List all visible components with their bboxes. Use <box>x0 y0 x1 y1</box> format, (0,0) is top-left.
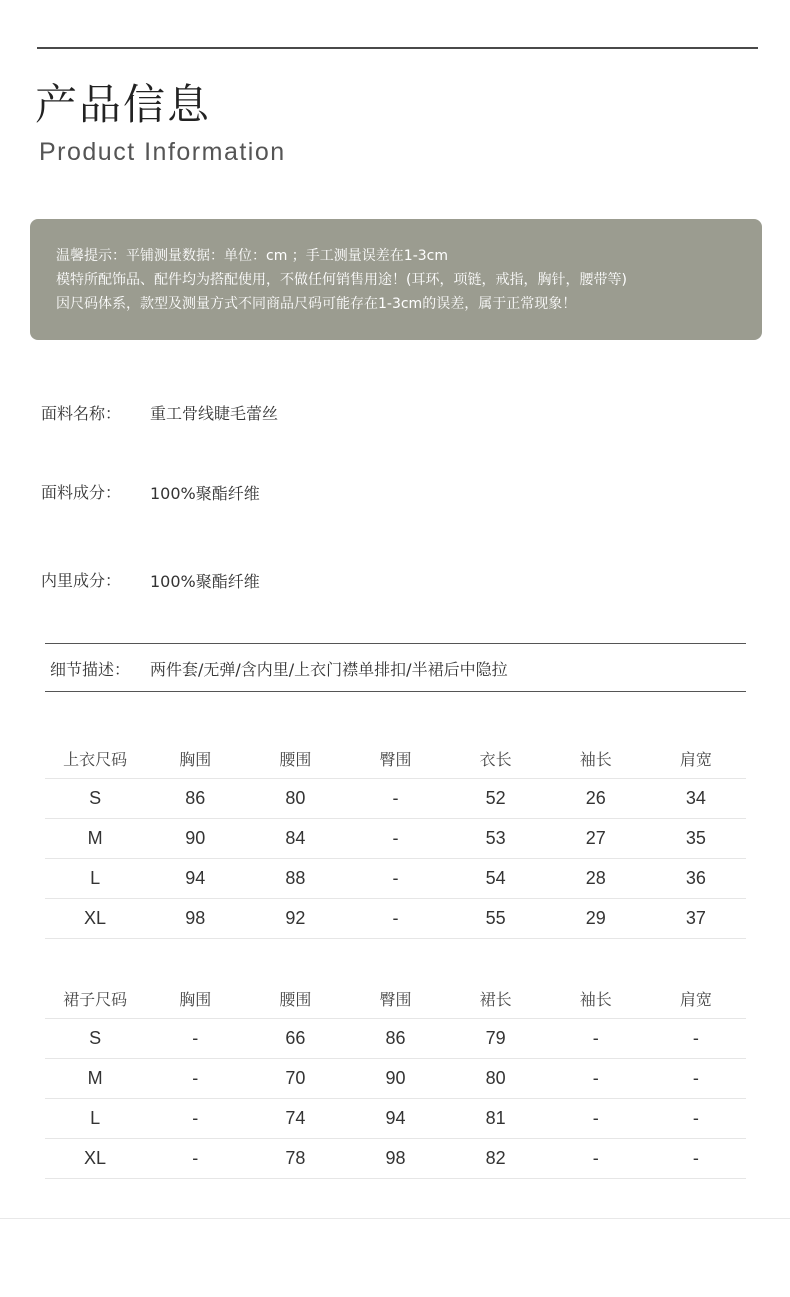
page-title: 产品信息 <box>35 80 212 129</box>
table-header-row <box>45 739 746 779</box>
fabric-composition-value: 100%聚酯纤维 <box>150 484 260 503</box>
details-bottom-divider <box>45 691 746 692</box>
header-shoulder: 肩宽 <box>646 979 746 1019</box>
table-cell: 92 <box>245 899 345 939</box>
table-cell: 36 <box>646 859 746 899</box>
skirt-size-table <box>45 979 746 1179</box>
table-cell: S <box>45 1019 145 1059</box>
table-cell: 98 <box>345 1139 445 1179</box>
header-length: 裙长 <box>446 979 546 1019</box>
table-cell: M <box>45 819 145 859</box>
table-cell: 98 <box>145 899 245 939</box>
table-cell: 70 <box>245 1059 345 1099</box>
table-cell: 52 <box>446 779 546 819</box>
table-cell: - <box>546 1059 646 1099</box>
header-waist: 腰围 <box>245 979 345 1019</box>
table-cell: XL <box>45 899 145 939</box>
details-value: 两件套/无弹/含内里/上衣门襟单排扣/半裙后中隐拉 <box>150 660 508 679</box>
header-chest: 胸围 <box>145 979 245 1019</box>
table-cell: - <box>546 1139 646 1179</box>
table-row <box>45 1139 746 1179</box>
table-cell: 86 <box>345 1019 445 1059</box>
table-cell: - <box>646 1099 746 1139</box>
table-cell: - <box>345 859 445 899</box>
table-cell: 34 <box>646 779 746 819</box>
table-cell: - <box>546 1019 646 1059</box>
table-cell: M <box>45 1059 145 1099</box>
notice-line-measurement: 温馨提示：平铺测量数据：单位：cm ；手工测量误差在1-3cm <box>56 248 448 264</box>
table-cell: - <box>646 1059 746 1099</box>
table-cell: 53 <box>446 819 546 859</box>
header-size: 上衣尺码 <box>45 739 145 779</box>
table-cell: 26 <box>546 779 646 819</box>
table-cell: - <box>546 1099 646 1139</box>
table-cell: - <box>646 1019 746 1059</box>
header-sleeve: 袖长 <box>546 979 646 1019</box>
lining-composition-label: 内里成分： <box>41 571 122 590</box>
header-sleeve: 袖长 <box>546 739 646 779</box>
table-cell: - <box>646 1139 746 1179</box>
fabric-composition-label: 面料成分： <box>41 483 122 502</box>
table-cell: XL <box>45 1139 145 1179</box>
table-cell: - <box>145 1019 245 1059</box>
page-subtitle: Product Information <box>39 138 286 166</box>
details-top-divider <box>45 643 746 644</box>
table-cell: 84 <box>245 819 345 859</box>
table-cell: - <box>145 1059 245 1099</box>
table-cell: L <box>45 859 145 899</box>
table-cell: 79 <box>446 1019 546 1059</box>
header-hip: 臀围 <box>345 979 445 1019</box>
table-cell: - <box>345 899 445 939</box>
table-cell: - <box>345 779 445 819</box>
header-hip: 臀围 <box>345 739 445 779</box>
bottom-divider <box>0 1218 790 1219</box>
table-cell: - <box>145 1099 245 1139</box>
table-cell: S <box>45 779 145 819</box>
table-row <box>45 1019 746 1059</box>
table-cell: 28 <box>546 859 646 899</box>
table-header-row <box>45 979 746 1019</box>
table-cell: 54 <box>446 859 546 899</box>
table-cell: 80 <box>245 779 345 819</box>
notice-line-size-error: 因尺码体系，款型及测量方式不同商品尺码可能存在1-3cm的误差，属于正常现象！ <box>56 296 577 312</box>
table-cell: 27 <box>546 819 646 859</box>
header-size: 裙子尺码 <box>45 979 145 1019</box>
table-cell: 90 <box>345 1059 445 1099</box>
table-cell: L <box>45 1099 145 1139</box>
top-size-table <box>45 739 746 939</box>
table-cell: - <box>345 819 445 859</box>
table-cell: 86 <box>145 779 245 819</box>
notice-box <box>30 219 762 340</box>
fabric-name-label: 面料名称： <box>41 404 122 423</box>
table-cell: 29 <box>546 899 646 939</box>
header-chest: 胸围 <box>145 739 245 779</box>
table-row <box>45 1059 746 1099</box>
table-row <box>45 899 746 939</box>
table-cell: 55 <box>446 899 546 939</box>
table-cell: 37 <box>646 899 746 939</box>
fabric-name-value: 重工骨线睫毛蕾丝 <box>150 404 279 423</box>
table-row <box>45 779 746 819</box>
table-row <box>45 859 746 899</box>
table-cell: 74 <box>245 1099 345 1139</box>
table-cell: 66 <box>245 1019 345 1059</box>
table-cell: 82 <box>446 1139 546 1179</box>
table-row <box>45 819 746 859</box>
table-cell: 88 <box>245 859 345 899</box>
table-cell: 90 <box>145 819 245 859</box>
header-shoulder: 肩宽 <box>646 739 746 779</box>
lining-composition-value: 100%聚酯纤维 <box>150 572 260 591</box>
table-cell: - <box>145 1139 245 1179</box>
details-label: 细节描述： <box>50 660 131 679</box>
top-divider <box>37 47 758 49</box>
table-row <box>45 1099 746 1139</box>
table-cell: 81 <box>446 1099 546 1139</box>
table-cell: 94 <box>345 1099 445 1139</box>
table-cell: 80 <box>446 1059 546 1099</box>
table-cell: 94 <box>145 859 245 899</box>
notice-line-accessories: 模特所配饰品、配件均为搭配使用，不做任何销售用途！(耳环，项链，戒指，胸针，腰带等) <box>56 272 627 288</box>
header-waist: 腰围 <box>245 739 345 779</box>
table-cell: 78 <box>245 1139 345 1179</box>
table-cell: 35 <box>646 819 746 859</box>
header-length: 衣长 <box>446 739 546 779</box>
